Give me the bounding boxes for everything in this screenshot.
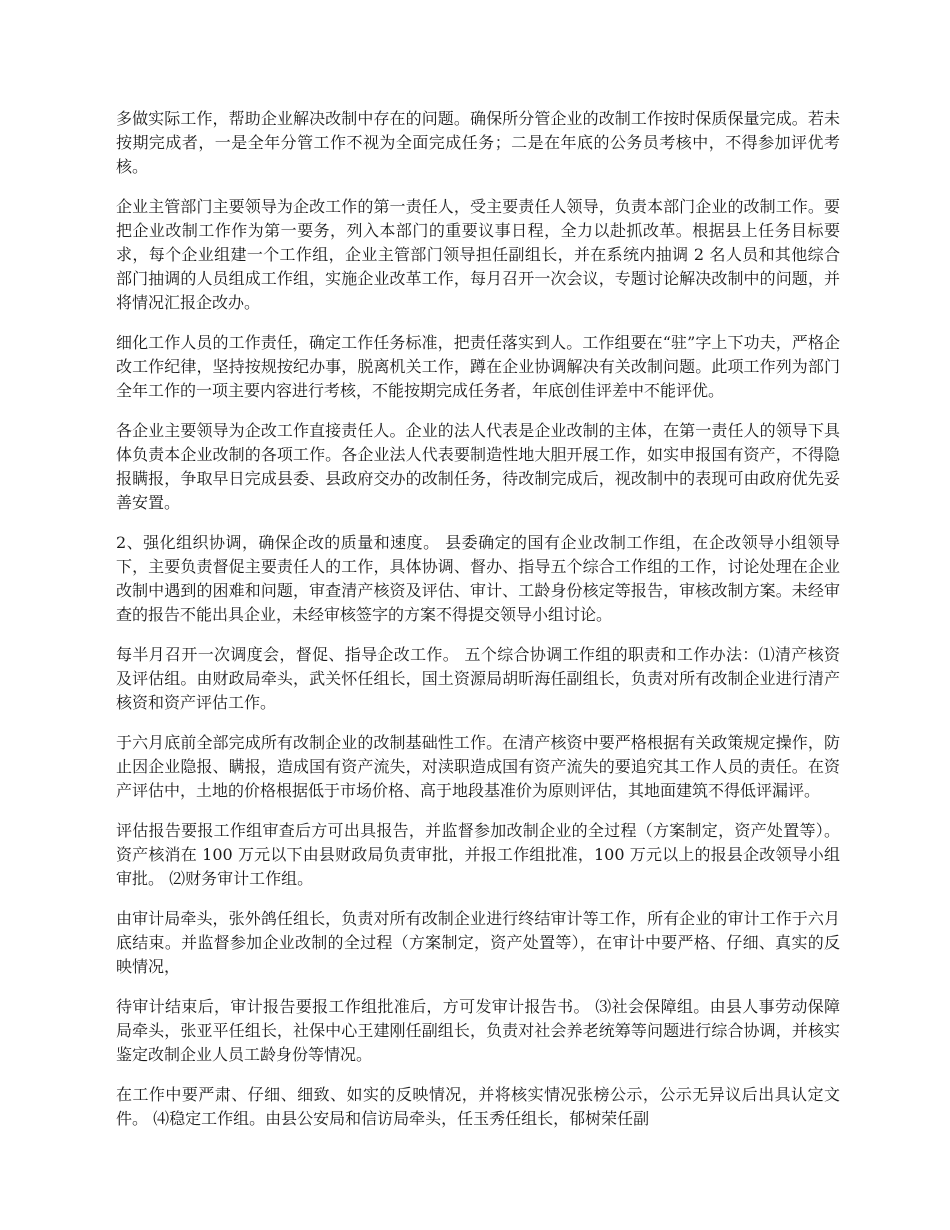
document-body — [116, 107, 840, 1147]
paragraph-4: 各企业主要领导为企改工作直接责任人。企业的法人代表是企业改制的主体，在第一责任人的领导下具体负责本企业改制的各项工作。各企业法人代表要制造性地大胆开展工作，如实申报国有资产，不得隐报瞒报，争取早日完成县委、县政府交办的改制任务，待改制完成后，视改制中的表现可由政府优先妥善安置。 — [116, 421, 840, 512]
paragraph-1: 多做实际工作，帮助企业解决改制中存在的问题。确保所分管企业的改制工作按时保质保量完成。若未按期完成者，一是全年分管工作不视为全面完成任务；二是在年底的公务员考核中，不得参加评优考核。 — [116, 109, 840, 176]
paragraph-11: 在工作中要严肃、仔细、细致、如实的反映情况，并将核实情况张榜公示，公示无异议后出具认定文件。 ⑷稳定工作组。由县公安局和信访局牵头，任玉秀任组长，郁树荣任副 — [116, 1085, 840, 1128]
paragraph-8: 评估报告要报工作组审查后方可出具报告，并监督参加改制企业的全过程（方案制定，资产处置等）。资产核消在 100 万元以下由县财政局负责审批，并报工作组批准，100 万元以上的报县企改领导小组审批。 ⑵财务审计工作组。 — [116, 821, 840, 888]
paragraph-2: 企业主管部门主要领导为企改工作的第一责任人，受主要责任人领导，负责本部门企业的改制工作。要把企业改制工作作为第一要务，列入本部门的重要议事日程，全力以赴抓改革。根据县上任务目标要求，每个企业组建一个工作组，企业主管部门领导担任副组长，并在系统内抽调 2 名人员和其他综合部门抽调的人员组成工作组，实施企业改革工作，每月召开一次会议，专题讨论解决改制中的问题，并将情况汇报企改办。 — [116, 197, 840, 312]
paragraph-3: 细化工作人员的工作责任，确定工作任务标准，把责任落实到人。工作组要在“驻”字上下功夫，严格企改工作纪律，坚持按规按纪办事，脱离机关工作，蹲在企业协调解决有关改制问题。此项工作列为部门全年工作的一项主要内容进行考核，不能按期完成任务者，年底创佳评差中不能评优。 — [116, 333, 840, 400]
paragraph-10: 待审计结束后，审计报告要报工作组批准后，方可发审计报告书。 ⑶社会保障组。由县人事劳动保障局牵头，张亚平任组长，社保中心王建刚任副组长，负责对社会养老统筹等问题进行综合协调，并核实鉴定改制企业人员工龄身份等情况。 — [116, 997, 840, 1064]
paragraph-5: 2、强化组织协调，确保企改的质量和速度。 县委确定的国有企业改制工作组，在企改领导小组领导下，主要负责督促主要责任人的工作，具体协调、督办、指导五个综合工作组的工作，讨论处理在企业改制中遇到的困难和问题，审查清产核资及评估、审计、工龄身份核定等报告，审核改制方案。未经审查的报告不能出具企业，未经审核签字的方案不得提交领导小组讨论。 — [116, 533, 840, 624]
paragraph-9: 由审计局牵头，张外鸽任组长，负责对所有改制企业进行终结审计等工作，所有企业的审计工作于六月底结束。并监督参加企业改制的全过程（方案制定，资产处置等），在审计中要严格、仔细、真实的反映情况， — [116, 909, 840, 976]
paragraph-7: 于六月底前全部完成所有改制企业的改制基础性工作。在清产核资中要严格根据有关政策规定操作，防止因企业隐报、瞒报，造成国有资产流失，对渎职造成国有资产流失的要追究其工作人员的责任。在资产评估中，土地的价格根据低于市场价格、高于地段基准价为原则评估，其地面建筑不得低评漏评。 — [116, 733, 840, 800]
paragraph-6: 每半月召开一次调度会，督促、指导企改工作。 五个综合协调工作组的职责和工作办法：⑴清产核资及评估组。由财政局牵头，武关怀任组长，国土资源局胡昕海任副组长，负责对所有改制企业进行清产核资和资产评估工作。 — [116, 645, 840, 712]
